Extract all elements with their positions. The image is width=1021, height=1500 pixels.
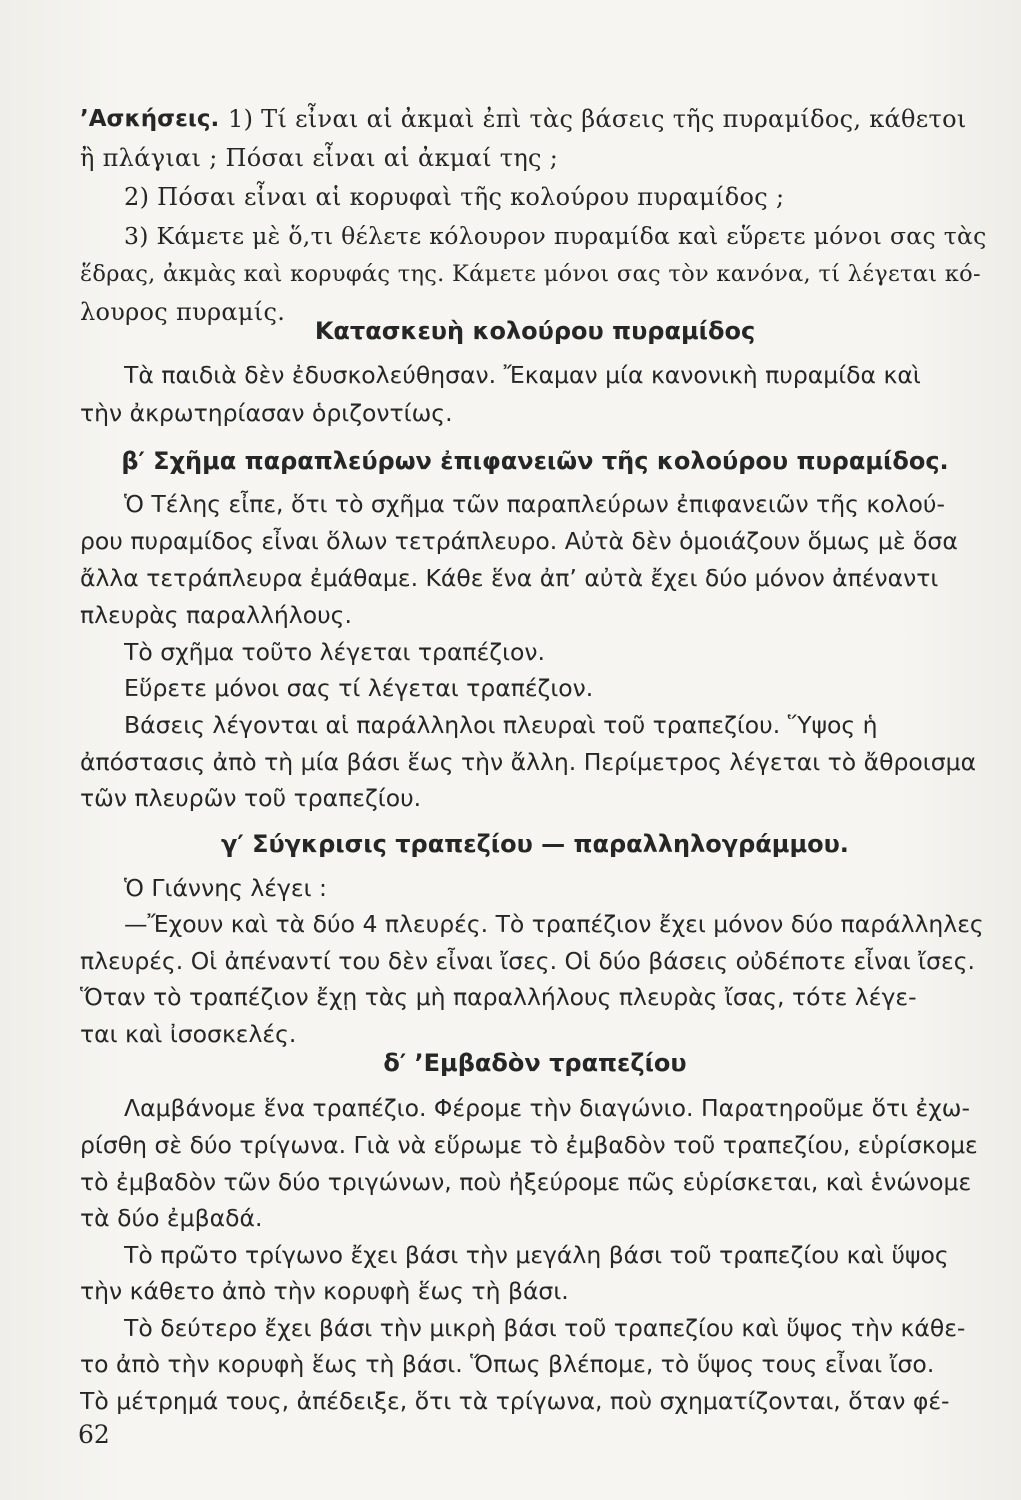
exercise-1: 1) Τί εἶναι αἱ ἀκμαὶ ἐπὶ τὰς βάσεις τῆς πυραμίδος, κάθετοι bbox=[228, 105, 967, 133]
exercises-heading: ’Ασκήσεις. bbox=[80, 106, 220, 132]
exercise-3: 3) Κάμετε μὲ ὅ,τι θέλετε κόλουρον πυραμίδα καὶ εὕρετε μόνοι σας τὰς bbox=[124, 222, 987, 250]
paragraph-line: Ὅταν τὸ τραπέζιον ἔχῃ τὰς μὴ παραλλήλους πλευρὰς ἴσας, τότε λέγε- bbox=[80, 983, 917, 1011]
paragraph-line: Ὁ Γιάννης λέγει : bbox=[124, 874, 327, 902]
paragraph-line: Βάσεις λέγονται αἱ παράλληλοι πλευραὶ τοῦ τραπεζίου. Ὕψος ἡ bbox=[124, 711, 878, 739]
exercise-1-cont: ἢ πλάγιαι ; Πόσαι εἶναι αἱ ἀκμαί της ; bbox=[80, 144, 559, 172]
section-heading-d: δ′ ’Εμβαδὸν τραπεζίου bbox=[383, 1049, 687, 1077]
paragraph-line: τὴν ἀκρωτηρίασαν ὁριζοντίως. bbox=[80, 399, 453, 427]
paragraph-line: ρου πυραμίδος εἶναι ὅλων τετράπλευρο. Αὐτὰ δὲν ὁμοιάζουν ὅμως μὲ ὅσα bbox=[80, 527, 958, 555]
paragraph-line: το ἀπὸ τὴν κορυφὴ ἕως τὴ βάσι. Ὅπως βλέπομε, τὸ ὕψος τους εἶναι ἴσο. bbox=[80, 1350, 935, 1378]
section-heading-c: γ′ Σύγκρισις τραπεζίου — παραλληλογράμμου. bbox=[221, 830, 849, 858]
paragraph-line: πλευρές. Οἱ ἀπέναντί του δὲν εἶναι ἴσες. Οἱ δύο βάσεις οὐδέποτε εἶναι ἴσες. bbox=[80, 947, 975, 975]
exercise-2: 2) Πόσαι εἶναι αἱ κορυφαὶ τῆς κολούρου πυραμίδος ; bbox=[124, 183, 785, 211]
section-heading-b: β′ Σχῆμα παραπλεύρων ἐπιφανειῶν τῆς κολούρου πυραμίδος. bbox=[121, 447, 949, 475]
paragraph-line: ἀπόστασις ἀπὸ τὴ μία βάσι ἕως τὴν ἄλλη. Περίμετρος λέγεται τὸ ἄθροισμα bbox=[80, 748, 977, 776]
paragraph-line: ἄλλα τετράπλευρα ἐμάθαμε. Κάθε ἕνα ἀπ’ αὐτὰ ἔχει δύο μόνον ἀπέναντι bbox=[80, 564, 939, 592]
paragraph-line: Τὸ δεύτερο ἔχει βάσι τὴν μικρὴ βάσι τοῦ τραπεζίου καὶ ὕψος τὴν κάθε- bbox=[124, 1314, 966, 1342]
paragraph-line: Τὸ σχῆμα τοῦτο λέγεται τραπέζιον. bbox=[124, 638, 545, 666]
exercise-3-end: λουρος πυραμίς. bbox=[80, 298, 286, 326]
paragraph-line: τὰ δύο ἐμβαδά. bbox=[80, 1204, 263, 1232]
paragraph-line: Τὸ πρῶτο τρίγωνο ἔχει βάσι τὴν μεγάλη βάσι τοῦ τραπεζίου καὶ ὕψος bbox=[124, 1241, 949, 1269]
paragraph-line: Τὰ παιδιὰ δὲν ἐδυσκολεύθησαν. Ἔκαμαν μία κανονικὴ πυραμίδα καὶ bbox=[124, 361, 921, 389]
section-heading-construction: Κατασκευὴ κολούρου πυραμίδος bbox=[314, 317, 756, 345]
paragraph-line: τὸ ἐμβαδὸν τῶν δύο τριγώνων, ποὺ ἠξεύρομε πῶς εὑρίσκεται, καὶ ἑνώνομε bbox=[80, 1168, 972, 1196]
exercise-3-cont: ἕδρας, ἀκμὰς καὶ κορυφάς της. Κάμετε μόνοι σας τὸν κανόνα, τί λέγεται κό- bbox=[80, 261, 981, 287]
paragraph-line: —Ἔχουν καὶ τὰ δύο 4 πλευρές. Τὸ τραπέζιον ἔχει μόνον δύο παράλληλες bbox=[124, 910, 984, 938]
paragraph-line: ται καὶ ἰσοσκελές. bbox=[80, 1020, 297, 1048]
paragraph-line: πλευρὰς παραλλήλους. bbox=[80, 601, 352, 629]
paragraph-line: ρίσθη σὲ δύο τρίγωνα. Γιὰ νὰ εὕρωμε τὸ ἐμβαδὸν τοῦ τραπεζίου, εὑρίσκομε bbox=[80, 1131, 978, 1159]
paragraph-line: Ὁ Τέλης εἶπε, ὅτι τὸ σχῆμα τῶν παραπλεύρων ἐπιφανειῶν τῆς κολού- bbox=[124, 490, 945, 518]
paragraph-line: τὴν κάθετο ἀπὸ τὴν κορυφὴ ἕως τὴ βάσι. bbox=[80, 1277, 569, 1305]
paragraph-line: Εὕρετε μόνοι σας τί λέγεται τραπέζιον. bbox=[124, 674, 594, 702]
paragraph-line: Τὸ μέτρημά τους, ἀπέδειξε, ὅτι τὰ τρίγωνα, ποὺ σχηματίζονται, ὅταν φέ- bbox=[80, 1387, 950, 1415]
paragraph-line: Λαμβάνομε ἕνα τραπέζιο. Φέρομε τὴν διαγώνιο. Παρατηροῦμε ὅτι ἐχω- bbox=[124, 1094, 970, 1122]
paragraph-line: τῶν πλευρῶν τοῦ τραπεζίου. bbox=[80, 784, 422, 812]
page-number: 62 bbox=[78, 1420, 110, 1449]
